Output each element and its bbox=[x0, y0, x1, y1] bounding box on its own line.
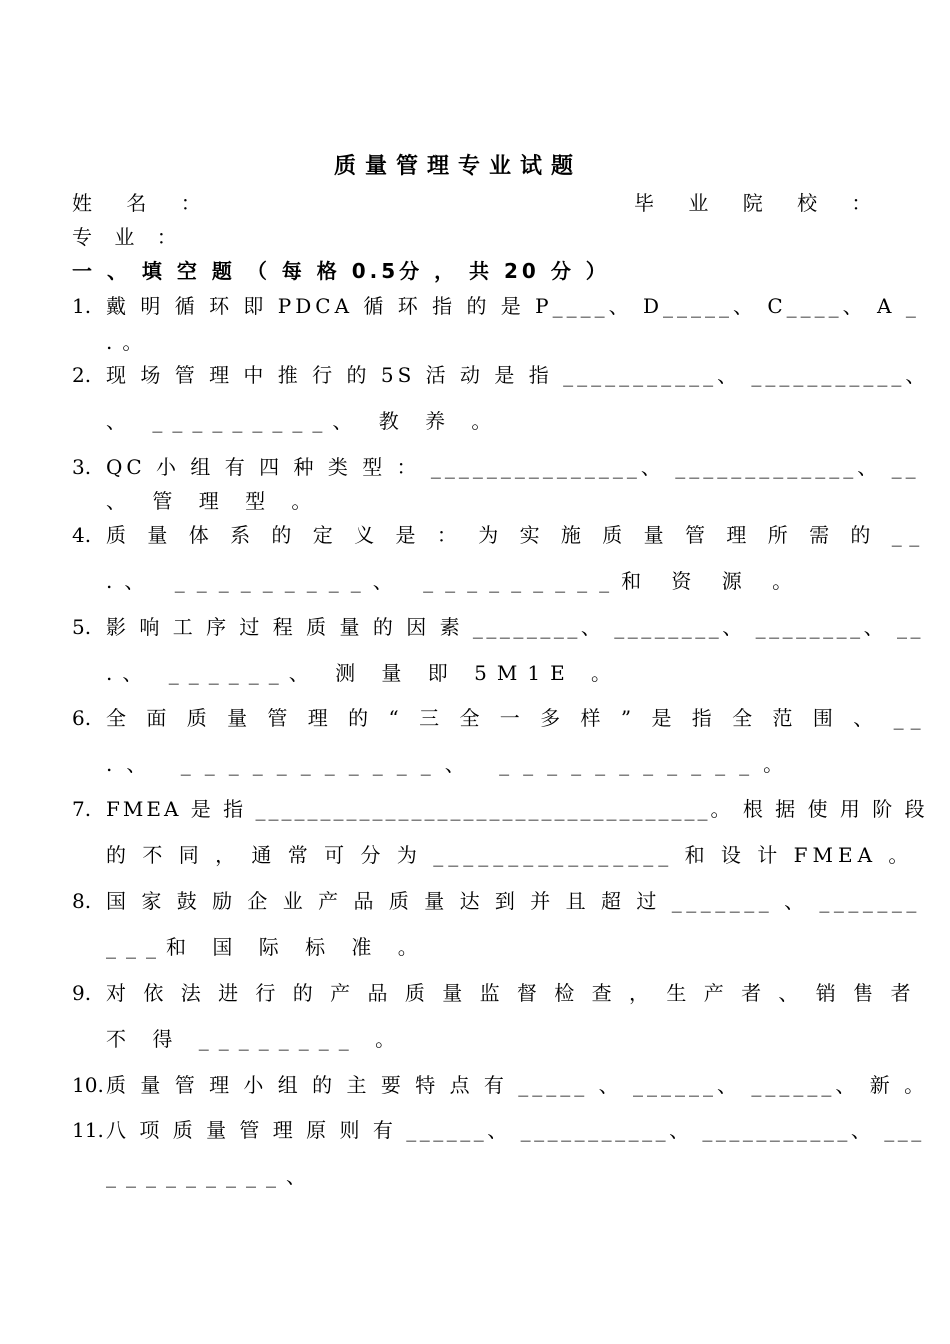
question-text-line: FMEA 是 指 ___________________________________。 根 据 使 用 阶 段 bbox=[106, 797, 928, 821]
question-text-line: 、 _________、 教 养 。 bbox=[106, 409, 502, 433]
question-text-line: 的 不 同 ， 通 常 可 分 为 ________________ 和 设 计 FMEA 。 bbox=[106, 843, 914, 867]
question-number: 9. bbox=[72, 981, 92, 1005]
question-number: 10. bbox=[72, 1073, 104, 1097]
question-text-line: 对 依 法 进 行 的 产 品 质 量 监 督 检 查 ， 生 产 者 、 销 售 者 bbox=[106, 981, 917, 1005]
question-text-line: .。 bbox=[106, 330, 153, 354]
question-number: 4. bbox=[72, 523, 92, 547]
question-text-line: 质 量 体 系 的 定 义 是 ： 为 实 施 质 量 管 理 所 需 的 __ bbox=[106, 523, 927, 547]
question-number: 6. bbox=[72, 706, 92, 730]
question-text-line: QC 小 组 有 四 种 类 型 ： _______________、 _____________、 __ bbox=[106, 455, 920, 479]
question-text-line: 国 家 鼓 励 企 业 产 品 质 量 达 到 并 且 超 过 _______ 、 _______ bbox=[106, 889, 921, 913]
question-text-line: 质 量 管 理 小 组 的 主 要 特 点 有 _____ 、 ______、 ______、 新 。 bbox=[106, 1073, 929, 1097]
question-number: 11. bbox=[72, 1118, 104, 1142]
section-heading: 一 、 填 空 题 （ 每 格 0.5分 ， 共 20 分 ） bbox=[72, 259, 610, 283]
school-label: 毕 业 院 校 ： bbox=[634, 191, 886, 215]
question-text-line: 现 场 管 理 中 推 行 的 5S 活 动 是 指 ___________、 ___________、 bbox=[106, 363, 930, 387]
question-number: 2. bbox=[72, 363, 92, 387]
question-text-line: .、 _________、 _________和 资 源 。 bbox=[106, 569, 805, 593]
name-label: 姓 名 ： bbox=[72, 191, 215, 215]
question-text-line: _________、 bbox=[106, 1164, 316, 1188]
question-text-line: 影 响 工 序 过 程 质 量 的 因 素 ________、 ________、 ________、 __ bbox=[106, 615, 925, 639]
question-text-line: .、 ___________、 ___________。 bbox=[106, 752, 798, 776]
question-text-line: ___和 国 际 标 准 。 bbox=[106, 935, 428, 959]
question-text-line: 全 面 质 量 管 理 的 “ 三 全 一 多 样 ” 是 指 全 范 围 、 __ bbox=[106, 706, 928, 730]
question-text-line: .、 ______、 测 量 即 5M1E 。 bbox=[106, 661, 622, 685]
question-number: 1. bbox=[72, 294, 92, 318]
major-label: 专 业 ： bbox=[72, 225, 185, 249]
question-text-line: 不 得 ________ 。 bbox=[106, 1027, 406, 1051]
question-number: 7. bbox=[72, 797, 92, 821]
question-number: 8. bbox=[72, 889, 92, 913]
question-number: 5. bbox=[72, 615, 92, 639]
question-text-line: 八 项 质 量 管 理 原 则 有 ______、 ___________、 ___________、 ___ bbox=[106, 1118, 925, 1142]
question-text-line: 、 管 理 型 。 bbox=[106, 489, 322, 513]
page-title: 质量管理专业试题 bbox=[334, 154, 583, 179]
question-text-line: 戴 明 循 环 即 PDCA 循 环 指 的 是 P____、 D_____、 C____、 A _ bbox=[106, 294, 920, 318]
question-number: 3. bbox=[72, 455, 92, 479]
